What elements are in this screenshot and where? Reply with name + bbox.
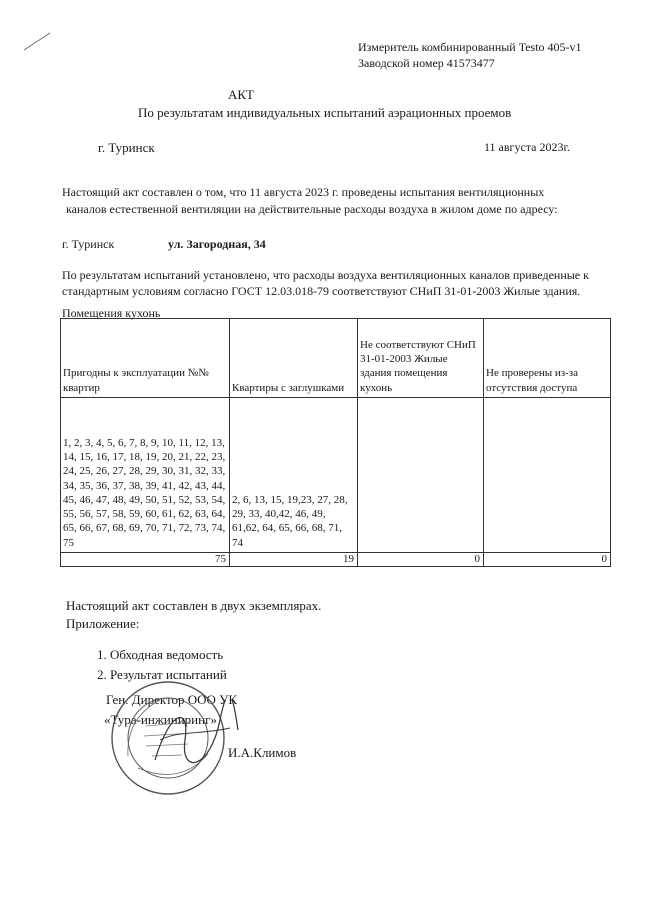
result-line-2: стандартным условиям согласно ГОСТ 12.03.018-79 соответствуют СНиП 31-01-2003 Жилые здания. — [62, 284, 581, 298]
total-noncompliant: 0 — [358, 553, 484, 567]
signature — [150, 700, 240, 770]
intro-line-1: Настоящий акт составлен о том, что 11 августа 2023 г. проведены испытания вентиляционных — [62, 185, 545, 199]
device-line: Измеритель комбинированный Testo 405-v1 — [358, 40, 582, 54]
cell-noncompliant — [358, 398, 484, 553]
table-row — [61, 398, 611, 553]
appendix-label: Приложение: — [66, 616, 140, 631]
signer-name: И.А.Климов — [228, 745, 297, 760]
pen-mark — [22, 30, 52, 52]
cell-fit-apartments: 1, 2, 3, 4, 5, 6, 7, 8, 9, 10, 11, 12, 13, 14, 15, 16, 17, 18, 19, 20, 21, 22, 23, 24, 25, 26, 27, 28, 29, 30, 31, 32, 33, 34, 35, 36, 37, 38, 39, 41, 42, 43, 44, 45, 46, 47, 48, 49, 50, 51, 52, 53, 54, 55, 56, 57, 58, 59, 60, 61, 62, 63, 64, 65, 66, 67, 68, 69, 70, 71, 72, 73, 74, 75 — [61, 398, 230, 553]
table-caption: Помещения кухонь — [62, 306, 161, 320]
intro-line-2: каналов естественной вентиляции на действительные расходы воздуха в жилом доме по адресу: — [66, 202, 558, 216]
appendix-item: 2. Результат испытаний — [110, 665, 227, 685]
date: 11 августа 2023г. — [484, 140, 571, 154]
address-city: г. Туринск — [62, 237, 115, 251]
result-line-1: По результатам испытаний установлено, что расходы воздуха вентиляционных каналов приведенные к — [62, 268, 589, 282]
copies-note: Настоящий акт составлен в двух экземплярах. — [66, 598, 322, 613]
doc-subtitle: По результатам индивидуальных испытаний аэрационных проемов — [138, 105, 512, 120]
header-plugged: Квартиры с заглушками — [230, 319, 358, 398]
table-header-row — [61, 319, 611, 398]
total-fit: 75 — [61, 553, 230, 567]
cell-not-checked — [484, 398, 611, 553]
address-street: ул. Загородная, 34 — [168, 237, 266, 251]
cell-plugged-apartments: 2, 6, 13, 15, 19,23, 27, 28, 29, 33, 40,42, 46, 49, 61,62, 64, 65, 66, 68, 71, 74 — [230, 398, 358, 553]
city: г. Туринск — [98, 140, 155, 155]
kitchen-table — [60, 318, 611, 567]
appendix-item: 1. Обходная ведомость — [110, 645, 227, 665]
header-noncompliant: Не соответствуют СНиП 31-01-2003 Жилые здания помещения кухонь — [358, 319, 484, 398]
total-plugged: 19 — [230, 553, 358, 567]
header-fit: Пригодны к эксплуатации №№ квартир — [61, 319, 230, 398]
serial-line: Заводской номер 41573477 — [358, 56, 495, 70]
signer-title-line-1: Ген. Директор ООО УК — [106, 692, 238, 707]
header-not-checked: Не проверены из-за отсутствия доступа — [484, 319, 611, 398]
signer-title-line-2: «Тура-инжиниринг» — [104, 712, 217, 727]
total-not-checked: 0 — [484, 553, 611, 567]
table-totals-row — [61, 553, 611, 567]
doc-title: АКТ — [228, 87, 254, 102]
